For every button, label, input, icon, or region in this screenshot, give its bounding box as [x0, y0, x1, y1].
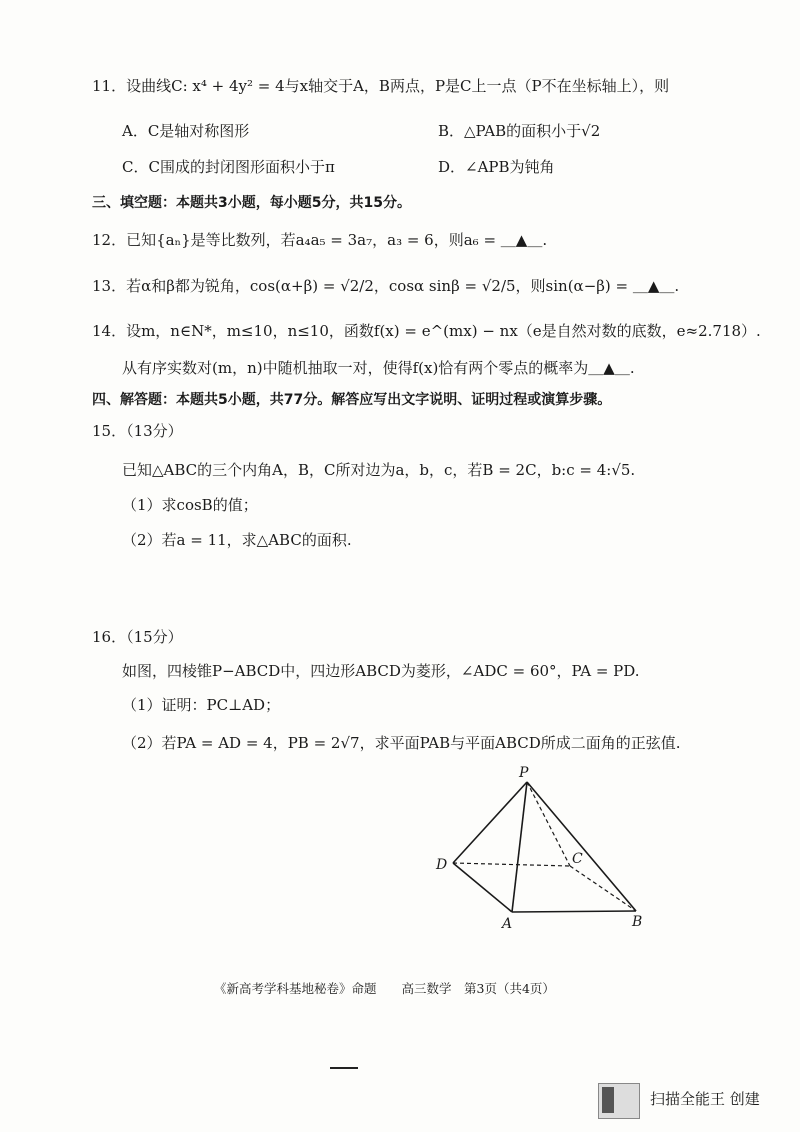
- page-footer: 《新高考学科基地秘卷》命题 高三数学 第3页（共4页）: [214, 981, 555, 996]
- label-b: B: [632, 914, 643, 930]
- q15-part-2: （2）若a = 11，求△ABC的面积.: [122, 531, 352, 549]
- q11-option-b: B．△PAB的面积小于√2: [438, 122, 601, 140]
- q16-part-1: （1）证明：PC⊥AD；: [122, 696, 281, 714]
- label-a: A: [502, 916, 513, 932]
- label-p: P: [519, 765, 529, 781]
- q16-stem: 如图，四棱锥P−ABCD中，四边形ABCD为菱形，∠ADC = 60°，PA = PD.: [122, 662, 640, 680]
- q15-stem: 已知△ABC的三个内角A，B，C所对边为a，b，c，若B = 2C，b:c = 4:√5.: [122, 461, 636, 479]
- q15-heading: 15．（13分）: [92, 422, 183, 440]
- q11-option-d: D．∠APB为钝角: [438, 158, 555, 176]
- edge-pd: [453, 782, 527, 863]
- q11-stem: 11．设曲线C: x⁴ + 4y² = 4与x轴交于A，B两点，P是C上一点（P不在坐标轴上），则: [92, 77, 670, 95]
- q16-heading: 16．（15分）: [92, 628, 183, 646]
- q15-part-1: （1）求cosB的值；: [122, 496, 258, 514]
- edge-pc: [527, 782, 570, 866]
- label-c: C: [572, 851, 583, 867]
- q16-part-2: （2）若PA = AD = 4，PB = 2√7，求平面PAB与平面ABCD所成二面角的正弦值.: [122, 734, 681, 752]
- q12-stem: 12．已知{aₙ}是等比数列，若a₄a₅ = 3a₇，a₃ = 6，则a₆ = ＿▲＿.: [92, 231, 548, 249]
- edge-da: [453, 863, 512, 912]
- label-d: D: [436, 857, 448, 873]
- section-3-heading: 三、填空题：本题共3小题，每小题5分，共15分。: [92, 195, 411, 211]
- edge-dc: [453, 863, 570, 866]
- pyramid-figure: [425, 760, 655, 935]
- watermark-text: 扫描全能王 创建: [650, 1090, 760, 1108]
- q13-stem: 13．若α和β都为锐角，cos(α+β) = √2/2，cosα sinβ = √2/5，则sin(α−β) = ＿▲＿.: [92, 277, 680, 295]
- q11-option-a: A．C是轴对称图形: [122, 122, 250, 140]
- edge-pa: [512, 782, 527, 912]
- q14-line-1: 14．设m，n∈N*，m≤10，n≤10，函数f(x) = e^(mx) − nx（e是自然对数的底数，e≈2.718）.: [92, 322, 761, 340]
- scan-mark: [330, 1067, 358, 1069]
- section-4-heading: 四、解答题：本题共5小题，共77分。解答应写出文字说明、证明过程或演算步骤。: [92, 392, 612, 408]
- q11-option-c: C．C围成的封闭图形面积小于π: [122, 158, 335, 176]
- scanner-logo-icon: [598, 1083, 640, 1119]
- edge-pb: [527, 782, 636, 911]
- edge-ab: [512, 911, 636, 912]
- q14-line-2: 从有序实数对(m，n)中随机抽取一对，使得f(x)恰有两个零点的概率为＿▲＿.: [122, 359, 635, 377]
